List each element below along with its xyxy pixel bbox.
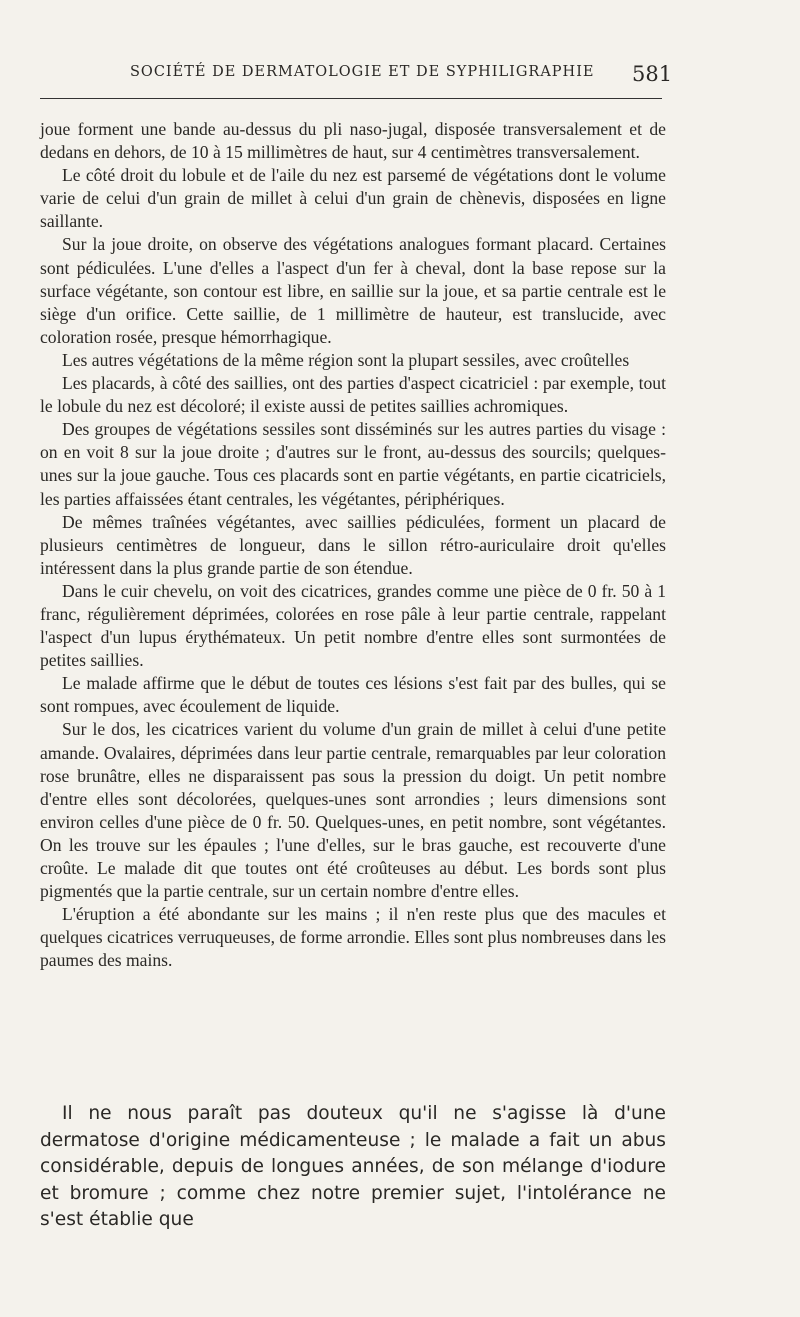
paragraph: Dans le cuir chevelu, on voit des cicatrices, grandes comme une pièce de 0 fr. 50 à 1 franc, régulièrement déprimées, colorées en rose pâle à leur partie centrale, rappelant l'aspect d'un lupus érythémateux. Un petit nombre d'entre elles sont surmontées de petites saillies. (40, 580, 666, 671)
header-rule (40, 98, 662, 99)
paragraph: Sur le dos, les cicatrices varient du volume d'un grain de millet à celui d'une petite amande. Ovalaires, déprimées dans leur partie centrale, remarquables par leur coloration rose brunâtre, elles ne disparaissent pas sous la pression du doigt. Un petit nombre d'entre elles sont décolorées, quelques-unes sont arrondies ; leurs dimensions sont environ celles d'une pièce de 0 fr. 50. Quelques-unes, en petit nombre, sont végétantes. On les trouve sur les épaules ; l'une d'elles, sur le bras gauche, est recouverte d'une croûte. Le malade dit que toutes ont été croûteuses au début. Les bords sont plus pigmentés que la partie centrale, sur un certain nombre d'entre elles. (40, 719, 666, 902)
paragraph: joue forment une bande au-dessus du pli naso-jugal, disposée transversalement et de dedans en dehors, de 10 à 15 millimètres de haut, sur 4 centimètres transversalement. (40, 119, 666, 163)
paragraph: Le malade affirme que le début de toutes ces lésions s'est fait par des bulles, qui se sont rompues, avec écoulement de liquide. (40, 673, 666, 717)
page-number: 581 (632, 62, 673, 86)
conclusion-block (40, 1101, 666, 1234)
running-header (40, 62, 660, 88)
header-title: SOCIÉTÉ DE DERMATOLOGIE ET DE SYPHILIGRAPHIE (130, 64, 595, 80)
body-text (40, 118, 666, 972)
paragraph: De mêmes traînées végétantes, avec saillies pédiculées, forment un placard de plusieurs centimètres de longueur, dans le sillon rétro-auriculaire droit qu'elles intéressent dans la plus grande partie de son étendue. (40, 511, 666, 578)
paragraph: Les autres végétations de la même région sont la plupart sessiles, avec croûtelles (62, 349, 630, 370)
paragraph: Des groupes de végétations sessiles sont disséminés sur les autres parties du visage : on en voit 8 sur la joue droite ; d'autres sur le front, au-dessus des sourcils; quelques-unes sur la joue gauche. Tous ces placards sont en partie végétants, en partie cicatriciels, les parties affaissées étant centrales, les végétantes, périphériques. (40, 419, 666, 509)
paragraph: Les placards, à côté des saillies, ont des parties d'aspect cicatriciel : par exemple, tout le lobule du nez est décoloré; il existe aussi de petites saillies achromiques. (40, 373, 666, 417)
conclusion-paragraph: Il ne nous paraît pas douteux qu'il ne s'agisse là d'une dermatose d'origine médicamenteuse ; le malade a fait un abus considérable, depuis de longues années, de son mélange d'iodure et bromure ; comme chez notre premier sujet, l'intolérance ne s'est établie que (40, 1103, 666, 1230)
paragraph: Sur la joue droite, on observe des végétations analogues formant placard. Certaines sont pédiculées. L'une d'elles a l'aspect d'un fer à cheval, dont la base repose sur la surface végétante, son contour est libre, en saillie sur la joue, et sa partie centrale est le siège d'un orifice. Cette saillie, de 1 millimètre de hauteur, est translucide, avec coloration rosée, presque hémorrhagique. (40, 234, 666, 347)
paragraph: L'éruption a été abondante sur les mains ; il n'en reste plus que des macules et quelques cicatrices verruqueuses, de forme arrondie. Elles sont plus nombreuses dans les paumes des mains. (40, 904, 666, 971)
paragraph: Le côté droit du lobule et de l'aile du nez est parsemé de végétations dont le volume varie de celui d'un grain de millet à celui d'un grain de chènevis, disposées en ligne saillante. (40, 165, 666, 232)
